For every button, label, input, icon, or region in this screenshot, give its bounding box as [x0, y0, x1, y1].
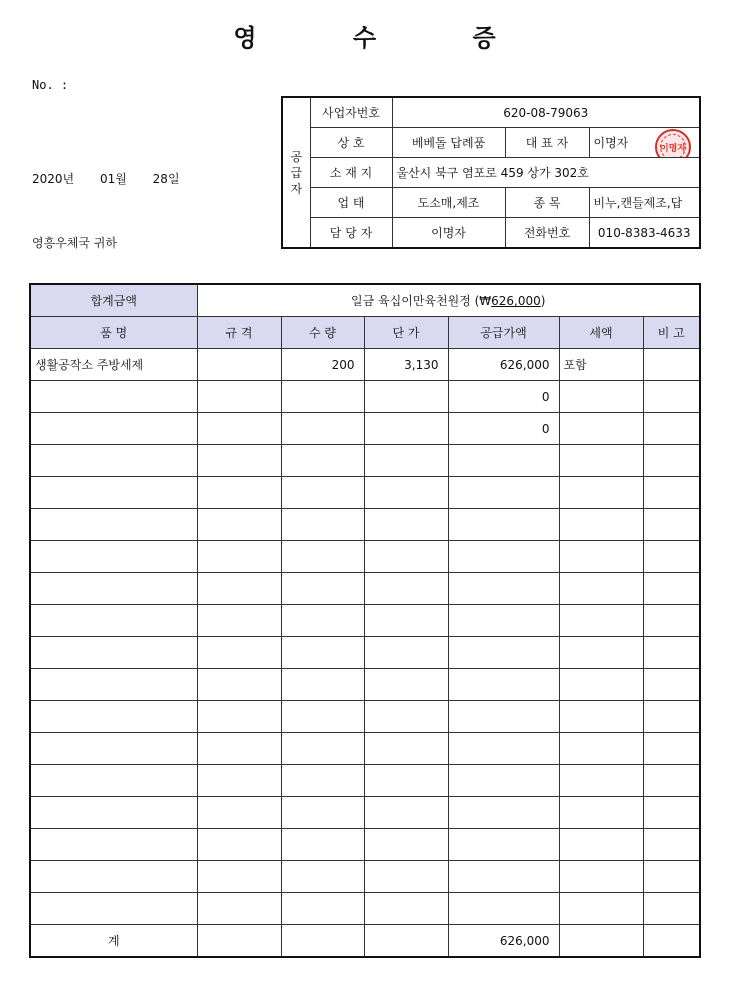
col-header-unit-price: 단 가: [364, 317, 448, 349]
cell-remarks: [643, 733, 700, 765]
col-header-spec: 규 격: [197, 317, 281, 349]
cell-tax: [559, 669, 643, 701]
total-amount-row: [30, 284, 700, 317]
cell-supply-amount: 0: [448, 381, 559, 413]
cell-unit-price: [364, 477, 448, 509]
cell-supply-amount: [448, 637, 559, 669]
cell-tax: [559, 413, 643, 445]
cell-remarks: [643, 381, 700, 413]
cell-remarks: [643, 701, 700, 733]
cell-remarks: [643, 541, 700, 573]
date-day: 28일: [152, 172, 180, 186]
date-month: 01월: [99, 172, 127, 186]
cell-supply-amount: [448, 765, 559, 797]
cell-tax: [559, 893, 643, 925]
cell-spec: [197, 381, 281, 413]
cell-tax: [559, 541, 643, 573]
table-row: [30, 637, 700, 669]
table-row: [30, 861, 700, 893]
cell-tax: [559, 477, 643, 509]
cell-item-name: [30, 701, 197, 733]
cell-quantity: [281, 637, 364, 669]
col-header-supply-amount: 공급가액: [448, 317, 559, 349]
cell-spec: [197, 829, 281, 861]
cell-supply-amount: [448, 797, 559, 829]
items-table: [29, 283, 701, 958]
cell-quantity: [281, 381, 364, 413]
cell-spec: [197, 637, 281, 669]
company-value: 베베돌 답례품: [392, 128, 505, 158]
footer-cell: [364, 925, 448, 958]
cell-supply-amount: [448, 573, 559, 605]
cell-item-name: [30, 893, 197, 925]
cell-remarks: [643, 637, 700, 669]
cell-supply-amount: [448, 701, 559, 733]
cell-spec: [197, 733, 281, 765]
manager-label: 담 당 자: [310, 218, 392, 249]
cell-item-name: [30, 445, 197, 477]
table-row: [30, 509, 700, 541]
cell-item-name: [30, 605, 197, 637]
cell-quantity: [281, 701, 364, 733]
cell-unit-price: [364, 893, 448, 925]
cell-remarks: [643, 509, 700, 541]
col-header-quantity: 수 량: [281, 317, 364, 349]
cell-supply-amount: [448, 477, 559, 509]
cell-spec: [197, 413, 281, 445]
table-row: [30, 477, 700, 509]
cell-remarks: [643, 829, 700, 861]
cell-unit-price: [364, 573, 448, 605]
cell-supply-amount: [448, 669, 559, 701]
cell-spec: [197, 509, 281, 541]
cell-spec: [197, 893, 281, 925]
cell-quantity: [281, 861, 364, 893]
address-label: 소 재 지: [310, 158, 392, 188]
cell-remarks: [643, 477, 700, 509]
cell-tax: 포함: [559, 349, 643, 381]
cell-unit-price: [364, 381, 448, 413]
cell-quantity: 200: [281, 349, 364, 381]
cell-unit-price: [364, 797, 448, 829]
cell-spec: [197, 701, 281, 733]
cell-tax: [559, 381, 643, 413]
rep-label: 대 표 자: [505, 128, 589, 158]
cell-item-name: [30, 765, 197, 797]
cell-supply-amount: [448, 733, 559, 765]
cell-tax: [559, 509, 643, 541]
cell-unit-price: [364, 605, 448, 637]
cell-tax: [559, 701, 643, 733]
item-value: 비누,캔들제조,답: [589, 188, 700, 218]
cell-unit-price: [364, 669, 448, 701]
cell-tax: [559, 861, 643, 893]
table-row: [30, 349, 700, 381]
cell-unit-price: [364, 509, 448, 541]
cell-supply-amount: [448, 605, 559, 637]
cell-remarks: [643, 605, 700, 637]
cell-unit-price: [364, 829, 448, 861]
cell-item-name: [30, 541, 197, 573]
cell-spec: [197, 797, 281, 829]
cell-item-name: [30, 413, 197, 445]
cell-quantity: [281, 669, 364, 701]
cell-supply-amount: [448, 893, 559, 925]
cell-supply-amount: [448, 509, 559, 541]
cell-spec: [197, 573, 281, 605]
page-title: 영 수 증: [233, 24, 540, 52]
biz-no-value: 620-08-79063: [392, 97, 700, 128]
table-row: [30, 413, 700, 445]
cell-spec: [197, 765, 281, 797]
table-row: [30, 797, 700, 829]
table-row: [30, 541, 700, 573]
cell-tax: [559, 573, 643, 605]
cell-remarks: [643, 861, 700, 893]
table-row: [30, 893, 700, 925]
table-row: [30, 669, 700, 701]
table-row: [30, 605, 700, 637]
cell-remarks: [643, 349, 700, 381]
cell-unit-price: [364, 445, 448, 477]
company-label: 상 호: [310, 128, 392, 158]
cell-spec: [197, 669, 281, 701]
cell-remarks: [643, 445, 700, 477]
footer-cell: [197, 925, 281, 958]
cell-unit-price: [364, 637, 448, 669]
date-year: 2020년: [32, 172, 75, 186]
table-row: [30, 701, 700, 733]
footer-cell: [643, 925, 700, 958]
cell-unit-price: [364, 541, 448, 573]
cell-quantity: [281, 893, 364, 925]
seal-stamp: 이명자: [655, 129, 691, 158]
footer-cell: [559, 925, 643, 958]
table-row: [30, 765, 700, 797]
footer-label: 계: [30, 925, 197, 958]
col-header-item-name: 품 명: [30, 317, 197, 349]
cell-spec: [197, 861, 281, 893]
item-label: 종 목: [505, 188, 589, 218]
cell-item-name: [30, 509, 197, 541]
cell-tax: [559, 733, 643, 765]
footer-total-row: [30, 925, 700, 958]
cell-quantity: [281, 445, 364, 477]
cell-item-name: [30, 861, 197, 893]
biz-no-label: 사업자번호: [310, 97, 392, 128]
cell-remarks: [643, 413, 700, 445]
table-row: [30, 733, 700, 765]
cell-tax: [559, 829, 643, 861]
cell-supply-amount: 0: [448, 413, 559, 445]
table-row: [30, 573, 700, 605]
cell-quantity: [281, 797, 364, 829]
cell-unit-price: [364, 701, 448, 733]
address-value: 울산시 북구 염포로 459 상가 302호: [392, 158, 700, 188]
cell-quantity: [281, 477, 364, 509]
cell-quantity: [281, 733, 364, 765]
cell-tax: [559, 797, 643, 829]
biz-type-value: 도소매,제조: [392, 188, 505, 218]
cell-unit-price: [364, 733, 448, 765]
cell-quantity: [281, 541, 364, 573]
cell-unit-price: [364, 765, 448, 797]
footer-cell: [281, 925, 364, 958]
cell-quantity: [281, 829, 364, 861]
cell-tax: [559, 445, 643, 477]
cell-item-name: [30, 637, 197, 669]
column-header-row: [30, 317, 700, 349]
phone-label: 전화번호: [505, 218, 589, 249]
receipt-date: [32, 170, 202, 187]
total-amount-label: 합계금액: [30, 284, 197, 317]
cell-item-name: [30, 477, 197, 509]
biz-type-label: 업 태: [310, 188, 392, 218]
cell-supply-amount: 626,000: [448, 349, 559, 381]
supplier-info-table: [281, 96, 701, 249]
manager-value: 이명자: [392, 218, 505, 249]
receipt-number-label: No. :: [32, 78, 69, 92]
total-amount-text: 일금 육십이만육천원정 (₩626,000): [197, 284, 700, 317]
col-header-tax: 세액: [559, 317, 643, 349]
rep-value-cell: [589, 128, 700, 158]
cell-spec: [197, 605, 281, 637]
table-row: [30, 445, 700, 477]
cell-item-name: [30, 669, 197, 701]
cell-unit-price: [364, 413, 448, 445]
cell-item-name: [30, 797, 197, 829]
cell-quantity: [281, 765, 364, 797]
cell-quantity: [281, 573, 364, 605]
table-row: [30, 829, 700, 861]
cell-remarks: [643, 669, 700, 701]
recipient: 영흥우체국 귀하: [32, 236, 117, 250]
cell-supply-amount: [448, 829, 559, 861]
cell-unit-price: 3,130: [364, 349, 448, 381]
cell-supply-amount: [448, 861, 559, 893]
supplier-section-label: 공 급 자: [282, 97, 310, 248]
cell-tax: [559, 765, 643, 797]
cell-remarks: [643, 765, 700, 797]
cell-spec: [197, 445, 281, 477]
phone-value: 010-8383-4633: [589, 218, 700, 249]
cell-item-name: [30, 733, 197, 765]
cell-item-name: [30, 381, 197, 413]
cell-item-name: 생활공작소 주방세제: [30, 349, 197, 381]
total-amount-value: 626,000: [491, 294, 541, 308]
cell-spec: [197, 349, 281, 381]
cell-tax: [559, 605, 643, 637]
cell-remarks: [643, 893, 700, 925]
cell-item-name: [30, 829, 197, 861]
cell-item-name: [30, 573, 197, 605]
cell-supply-amount: [448, 541, 559, 573]
rep-value: 이명자: [593, 136, 629, 150]
cell-quantity: [281, 509, 364, 541]
footer-supply-total: 626,000: [448, 925, 559, 958]
cell-quantity: [281, 413, 364, 445]
col-header-remarks: 비 고: [643, 317, 700, 349]
cell-spec: [197, 541, 281, 573]
cell-quantity: [281, 605, 364, 637]
cell-unit-price: [364, 861, 448, 893]
cell-remarks: [643, 573, 700, 605]
cell-supply-amount: [448, 445, 559, 477]
cell-tax: [559, 637, 643, 669]
cell-remarks: [643, 797, 700, 829]
table-row: [30, 381, 700, 413]
cell-spec: [197, 477, 281, 509]
